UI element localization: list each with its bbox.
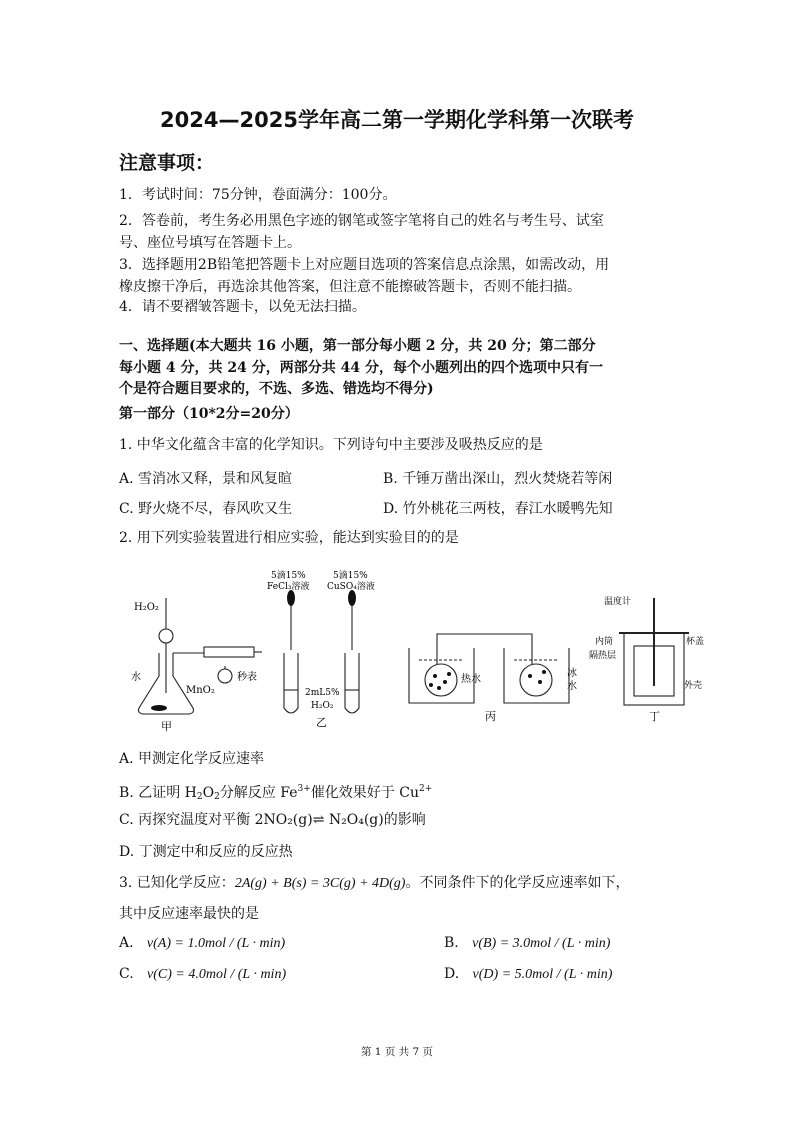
q2-option-a: A. 甲测定化学反应速率 [119,751,265,767]
label-stopwatch: 秒表 [237,672,257,683]
q1-option-c: C. 野火烧不尽，春风吹又生 [119,501,293,517]
label-ding: 丁 [649,710,660,723]
label-h2o2: H₂O₂ [134,602,159,613]
section-instructions: 每小题 4 分，共 24 分，两部分共 44 分，每个小题列出的四个选项中只有一 [119,360,603,376]
question-2-stem: 2. 用下列实验装置进行相应实验，能达到实验目的的是 [119,530,459,546]
label-thermometer: 温度计 [604,597,632,607]
label-hot-water: 热水 [461,674,481,685]
q3-c-label: C. [119,966,134,982]
q2-option-d: D. 丁测定中和反应的反应热 [119,844,293,860]
label-lid: 杯盖 [686,637,705,647]
label-yi: 乙 [316,716,327,729]
q3-b-label: B. [444,935,459,951]
section-instructions: 个是符合题目要求的，不选、多选、错选均不得分) [119,381,434,397]
q3-option-c [119,966,286,983]
q2-b-part: 催化效果好于 Cu [310,785,419,801]
label-fecl3-solution: FeCl₃溶液 [267,582,310,592]
label-shell: 外壳 [684,681,703,691]
q3-equation: 2A(g) + B(s) = 3C(g) + 4D(g) [234,876,406,891]
notice-item: 号、座位号填写在答题卡上。 [119,235,301,251]
label-cuso4-drops: 5滴15% [333,571,368,581]
notice-item: 1．考试时间：75分钟，卷面满分：100分。 [119,187,397,203]
q1-option-d: D. 竹外桃花三两枝，春江水暖鸭先知 [383,501,613,517]
q2-b-part: B. 乙证明 H [119,785,197,801]
question-3-stem [119,874,629,893]
q3-b-value: v(B) = 3.0mol / (L · min) [472,936,611,951]
label-h2o2-reagent: H₂O₂ [311,701,334,711]
question-3-stem-2: 其中反应速率最快的是 [119,906,259,922]
q3-a-value: v(A) = 1.0mol / (L · min) [146,936,286,951]
q2-option-c: C. 丙探究温度对平衡 2NO₂(g)⇌ N₂O₄(g)的影响 [119,812,426,828]
q2-b-part: 分解反应 Fe [219,785,298,801]
q2-b-part: O [202,785,215,801]
notice-heading: 注意事项： [119,152,215,174]
question-1-stem: 1. 中华文化蕴含丰富的化学知识。下列诗句中主要涉及吸热反应的是 [119,437,543,453]
label-bing: 丙 [485,710,496,723]
q2-option-b [119,780,432,806]
notice-item: 4．请不要褶皱答题卡，以免无法扫描。 [119,299,366,315]
label-ice: 冰 [567,668,577,679]
q3-option-a [119,935,285,952]
q3-d-value: v(D) = 5.0mol / (L · min) [472,967,613,982]
q2-b-sup: 3+ [297,784,311,794]
q3-stem-start: 3. 已知化学反应： [119,875,235,891]
notice-item: 3．选择题用2B铅笔把答题卡上对应题目选项的答案信息点涂黑，如需改动，用 [119,257,610,273]
label-h2o2-volume: 2mL5% [305,688,340,698]
q3-option-b [444,935,610,952]
q1-option-b: B. 千锤万凿出深山，烈火焚烧若等闲 [383,471,613,487]
page-footer: 第 1 页 共 7 页 [360,1046,434,1058]
q3-c-value: v(C) = 4.0mol / (L · min) [147,967,287,982]
label-insulation: 隔热层 [589,651,617,661]
label-water: 水 [131,672,141,683]
apparatus-figure [119,558,705,738]
q2-b-sub: 2 [214,792,220,802]
notice-item: 橡皮擦干净后，再选涂其他答案，但注意不能擦破答题卡，否则不能扫描。 [119,279,581,295]
label-inner-cup: 内筒 [595,637,614,647]
q3-d-label: D. [444,966,460,982]
q1-option-a: A. 雪消冰又释，景和风复暄 [119,471,293,487]
q3-option-d [444,966,612,983]
q2-b-sub: 2 [196,792,203,802]
label-ice-water: 水 [567,681,577,692]
label-cuso4-solution: CuSO₄溶液 [327,582,375,592]
exam-title: 2024—2025学年高二第一学期化学科第一次联考 [160,108,634,132]
notice-item: 2．答卷前，考生务必用黑色字迹的钢笔或签字笔将自己的姓名与考生号、试室 [119,213,604,229]
part-heading: 第一部分（10*2分=20分） [119,406,299,422]
q2-b-sup: 2+ [418,784,433,794]
label-mno2: MnO₂ [186,685,215,696]
label-jia: 甲 [161,720,172,733]
section-instructions: 一、选择题(本大题共 16 小题，第一部分每小题 2 分，共 20 分；第二部分 [119,338,596,354]
label-fecl3-drops: 5滴15% [271,571,306,581]
q3-stem-end: 。不同条件下的化学反应速率如下， [405,875,630,891]
q3-a-label: A. [119,935,134,951]
